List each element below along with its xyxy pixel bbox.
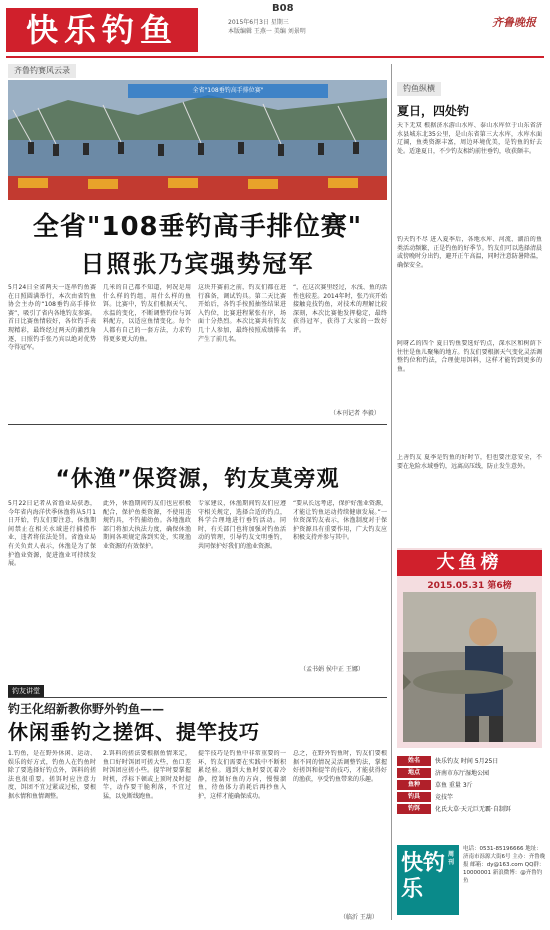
info-row-name (397, 755, 542, 766)
lead-headline: 全省"108垂钓高手排位赛" (32, 212, 363, 242)
lead-col-3: 这块开赛前之前，钓友们都在进行准备，调试钓具。第二天比赛开始后，各钓手按照抽签结果进入钓位，比赛进程紧张有序，场面十分热烈。本次比赛共有钓友几十人参加，最终按照成绩排名产生了前几名。 (198, 284, 286, 343)
big-fish-board (397, 548, 542, 748)
right-para-2: 钓天钓不尽 进入夏季后，各地水库、河流、湖泊的鱼类活动频繁，正是钓鱼的好季节。钓友们可以选择清晨或傍晚时分出钓，避开正午高温，同时注意防暑降温，确保安全。 (397, 236, 542, 269)
brand-side-label: 周刊 (448, 851, 455, 866)
third-kicker: 钓王化绍新教你野外钓鱼—— (8, 702, 165, 716)
info-key: 鱼种 (397, 780, 431, 790)
second-col-1: 5月22日记者从省渔业局获悉，今年省内海洋伏季休渔将从5月1日开始，钓友们要注意，休渔期间禁止在相关水域进行捕捞作业，违者将依法处罚。省渔业局有关负责人表示，休渔是为了保护渔业资源，促进渔业可持续发展。 (8, 500, 96, 568)
info-value: 快乐钓友 时间 5月25日 (435, 758, 499, 765)
second-headline: “休渔”保资源，钓友莫旁观 (55, 467, 340, 492)
right-section-tag: 钓鱼纵横 (397, 82, 441, 96)
masthead-title: 快乐钓鱼 (6, 8, 198, 52)
lead-col-1: 5月24日全省两天一连串钓鱼赛在日照圆满举行，本次由省钓鱼协会主办的“108垂钓高手排位赛”，吸引了省内各地钓友参赛。首日比赛鱼情较好，各位钓手表现精彩，最终经过两天的激烈角逐，日照钓手张乃宾以绝对优势夺得冠军。 (8, 284, 96, 352)
newspaper-logo: 齐鲁晚报 (492, 16, 536, 29)
second-col-3: 专家建议，休渔期间钓友们应遵守相关规定，选择合适的钓点，科学合理地进行垂钓活动。同时，有关部门也将加强对钓鱼活动的管理，引导钓友文明垂钓，共同保护好我们的渔业资源。 (198, 500, 286, 550)
right-headline: 夏日，四处钓 (397, 104, 470, 118)
right-para-1: 天下无双 根据济水游山水库、泰山水库位于山东省济水县城东北35公里，是山东省第三大水库，水库水面辽阔，鱼类资源丰富，周边环境优美，是钓鱼的好去处。适逢夏日，不少钓友相约前往垂钓，收获颇丰。 (397, 122, 542, 155)
angler-with-fish-image (403, 592, 536, 742)
masthead-meta (228, 18, 428, 36)
photo-banner: 全省"108垂钓高手排位赛" (128, 84, 328, 98)
brand-title: 快钓乐 (401, 851, 446, 902)
masthead-date: 2015年6月3日 星期三 (228, 19, 289, 26)
lead-byline: （本刊记者 李毅） (330, 410, 380, 417)
info-row-tackle (397, 791, 542, 802)
page-number: B08 (272, 3, 294, 14)
second-col-2: 此外，休渔期间钓友们也应积极配合，保护鱼类资源，不使用违规钓具，不钓捕幼鱼。各地渔政部门将加大执法力度，确保休渔期间各项规定落到实处，实现渔业资源的有效保护。 (103, 500, 191, 550)
section-tag: 齐鲁钓赛风云录 (8, 64, 76, 78)
info-key: 钓具 (397, 792, 431, 802)
lead-photo (8, 80, 387, 200)
third-col-3: 提竿技巧是钓鱼中非常重要的一环，钓友们需要在实践中不断积累经验。遇到大鱼时要沉着冷静，控制好鱼的方向，慢慢溜鱼，待鱼体力消耗后再抄鱼入护，这样才能确保成功。 (198, 750, 286, 800)
info-value: 济南市东厅湿地公园 (435, 770, 490, 777)
big-fish-info (397, 755, 542, 815)
lead-col-2: 几米的自己都不知道，何况是用什么样的钓组，用什么样的鱼饵。比赛中，钓友们根据天气、水温的变化，不断调整钓位与饵料配方，以适应鱼情变化。每个人都有自己的一套方法，力求钓得更多更大的鱼。 (103, 284, 191, 343)
masthead (0, 0, 550, 58)
info-row-location (397, 767, 542, 778)
column-tag: 钓友讲堂 (8, 685, 44, 697)
masthead-divider (6, 56, 544, 58)
big-fish-subtitle: 2015.05.31 第6榜 (427, 581, 512, 591)
second-col-4: “要从长远考虑，保护好渔业资源，才能让钓鱼运动持续健康发展。”一位资深钓友表示，休渔制度对于保护资源具有重要作用，广大钓友应积极支持并参与其中。 (293, 500, 387, 542)
info-value: 竞技竿 (435, 794, 454, 801)
weekly-brand-logo (397, 845, 459, 915)
third-byline: （临沂 王葫） (340, 914, 378, 921)
third-col-4: 总之，在野外钓鱼时，钓友们要根据不同的情况灵活调整钓法，掌握好搓饵和提竿的技巧，才能获得好的渔获，享受钓鱼带来的乐趣。 (293, 750, 387, 783)
info-key: 地点 (397, 768, 431, 778)
big-fish-title: 大鱼榜 (397, 550, 542, 576)
info-row-species (397, 779, 542, 790)
right-para-4: 上善钓友 夏季是钓鱼的好时节，但也要注意安全，不要在危险水域垂钓，远离高压线，防止发生意外。 (397, 454, 542, 470)
second-byline: （孟书娟 侯中正 王娜） (300, 666, 364, 673)
masthead-editors: 本版编辑 王燕一 美编 刘景明 (228, 28, 306, 35)
column-separator (391, 64, 392, 920)
third-headline: 休闲垂钓之搓饵、提竿技巧 (8, 720, 260, 744)
lead-photo-image (8, 80, 387, 200)
info-key: 姓名 (397, 756, 431, 766)
third-col-2: 2.饵料的搓法要根据鱼情来定，鱼口好时饵团可搓大些，鱼口差时饵团应搓小些。提竿时要掌握时机，浮标下顿或上顶时及时提竿，动作要干脆利落，不宜过猛，以免断线跑鱼。 (103, 750, 191, 800)
lead-col-4: “，在这次赛里经过，水浅、鱼的活性也较差。2014年时，张乃宾开始接触竞技钓鱼，对技术的理解比较深刻，本次比赛他发挥稳定，最终获得冠军，获得了大家的一致好评。 (293, 284, 387, 334)
info-row-bait (397, 803, 542, 814)
big-fish-photo (403, 592, 536, 742)
brand-contact-info: 电话：0531-85196666 地址：济南市泺源大街6号 主办：齐鲁晚报 邮箱：dy@163.com QQ群：10000001 新浪微博：@齐鲁钓鱼 (463, 846, 546, 884)
lead-subheadline: 日照张乃宾强势冠军 (80, 250, 315, 278)
third-col-1: 1.钓鱼，是在野外休闲、运动、娱乐的好方式，钓鱼人在钓鱼时除了要选择好钓点外，饵料的搓法也很重要。搓饵时应注意力度，饵团不宜过紧或过松，要根据水情和鱼情调整。 (8, 750, 96, 800)
section-divider (8, 424, 387, 425)
info-key: 钓饵 (397, 804, 431, 814)
info-value: 草鱼 重量 3斤 (435, 782, 473, 789)
info-value: 化氏大草·天元巨无霸·自制饵 (435, 806, 511, 813)
right-para-3: 阿呀乙的四个 夏日钓鱼要选好钓点，深水区和树荫下往往是鱼儿聚集的地方。钓友们要根据天气变化灵活调整钓位和钓法，合理使用饵料，这样才能钓到更多的鱼。 (397, 340, 542, 373)
column-divider (8, 697, 387, 698)
